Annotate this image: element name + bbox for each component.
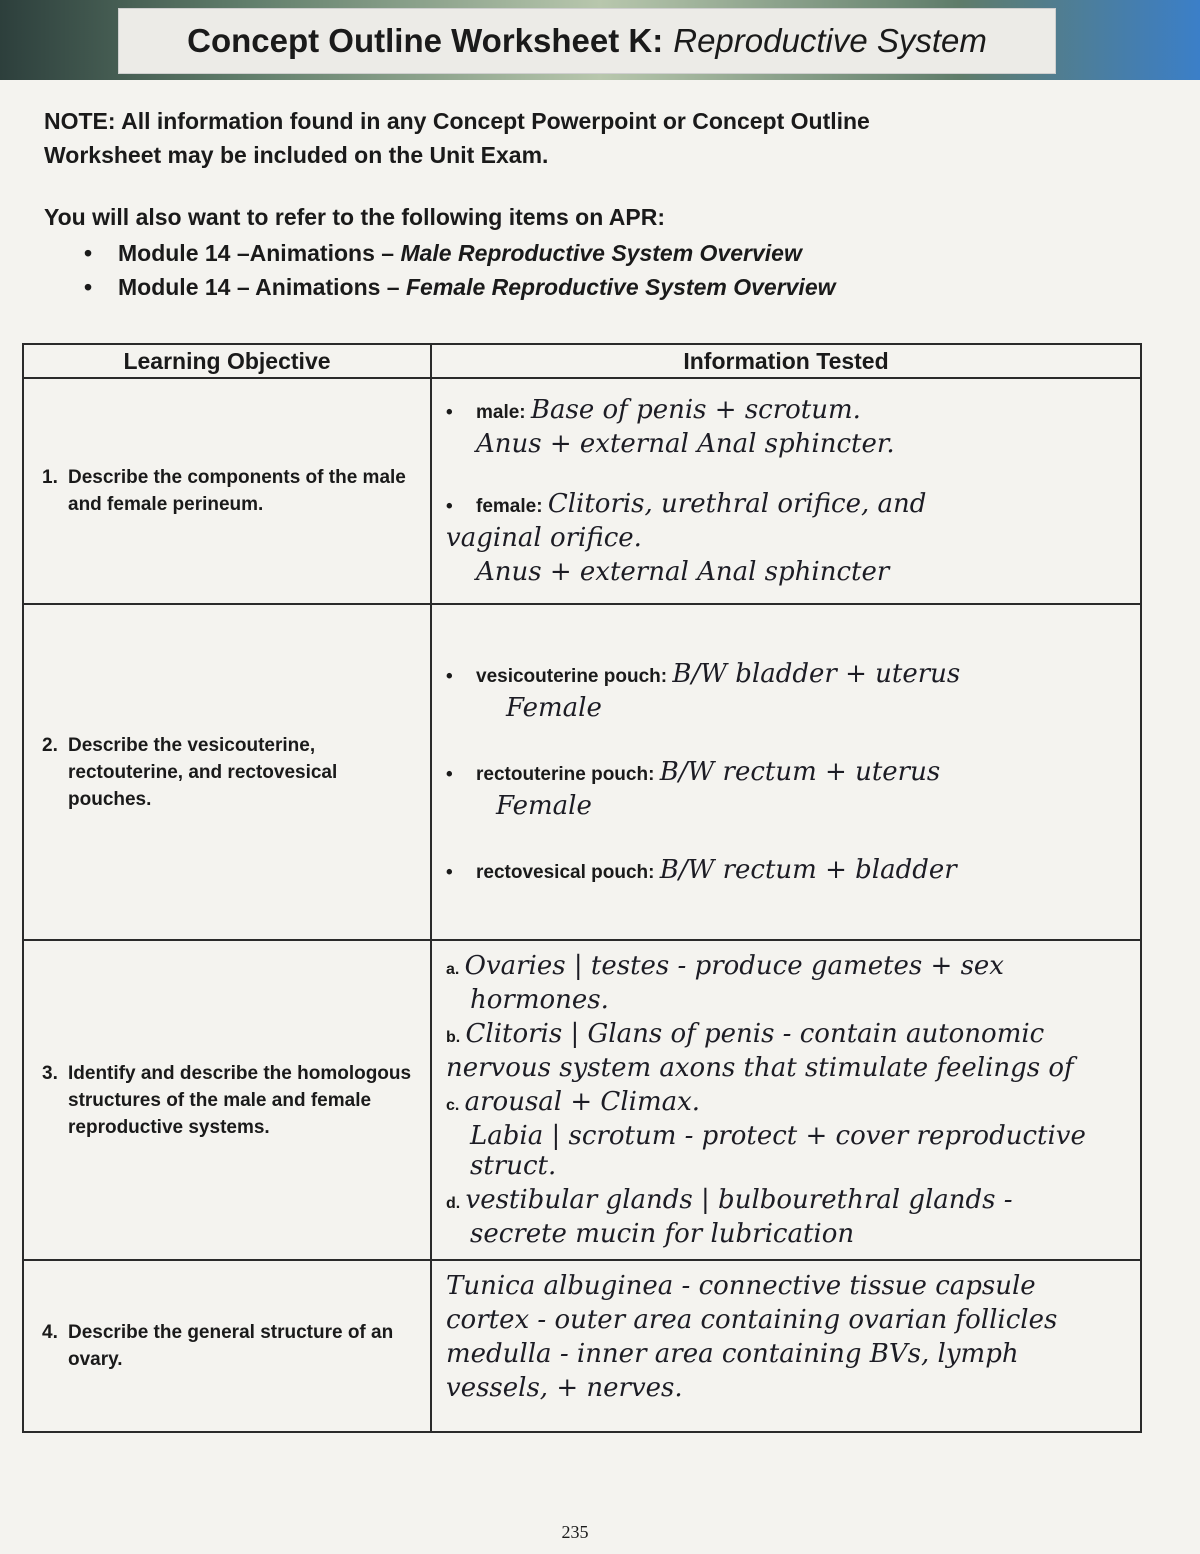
handwritten-answer: Tunica albuginea - connective tissue capsule bbox=[446, 1271, 1036, 1301]
note-line: Worksheet may be included on the Unit Exam. bbox=[44, 142, 549, 168]
refer-item-title: Male Reproductive System Overview bbox=[400, 240, 802, 266]
objective-cell bbox=[23, 940, 431, 1260]
page-number: 235 bbox=[561, 1522, 589, 1542]
handwritten-answer: Clitoris, urethral orifice, and bbox=[547, 489, 927, 519]
handwritten-answer: Female bbox=[496, 791, 592, 821]
objective-text: Describe the general structure of an ovary. bbox=[68, 1322, 394, 1370]
answer-label: rectovesical pouch: bbox=[476, 862, 655, 883]
handwritten-answer: medulla - inner area containing BVs, lymph bbox=[446, 1339, 1019, 1369]
answer-label: female: bbox=[476, 496, 543, 517]
handwritten-answer: Labia | scrotum - protect + cover reproductive struct. bbox=[470, 1121, 1086, 1181]
page-title bbox=[118, 8, 1056, 74]
objective-number: 2. bbox=[42, 734, 58, 756]
refer-list bbox=[44, 236, 1044, 304]
objective-cell bbox=[23, 378, 431, 604]
handwritten-answer: nervous system axons that stimulate feelings of bbox=[446, 1053, 1074, 1083]
answer-label: male: bbox=[476, 402, 526, 423]
info-cell bbox=[431, 378, 1141, 604]
objective-cell bbox=[23, 604, 431, 940]
objective-number: 4. bbox=[42, 1322, 58, 1343]
handwritten-answer: Anus + external Anal sphincter bbox=[476, 557, 890, 587]
table-row bbox=[23, 604, 1141, 940]
header-info: Information Tested bbox=[431, 344, 1141, 378]
objective-text: Identify and describe the homologous structures of the male and female reproductive systems. bbox=[68, 1062, 412, 1138]
refer-item bbox=[84, 270, 1044, 304]
handwritten-answer: arousal + Climax. bbox=[464, 1087, 701, 1117]
handwritten-answer: hormones. bbox=[470, 985, 609, 1015]
refer-item-prefix: Module 14 – Animations – bbox=[118, 274, 400, 300]
handwritten-answer: vestibular glands | bulbourethral glands - bbox=[465, 1185, 1013, 1215]
title-bold: Concept Outline Worksheet K: bbox=[187, 22, 664, 59]
table-row bbox=[23, 1260, 1141, 1432]
handwritten-answer: cortex - outer area containing ovarian follicles bbox=[446, 1305, 1058, 1335]
objective-number: 3. bbox=[42, 1062, 58, 1084]
objective-cell bbox=[23, 1260, 431, 1432]
info-cell bbox=[431, 940, 1141, 1260]
answer-label: vesicouterine pouch: bbox=[476, 666, 668, 687]
item-letter: b. bbox=[446, 1029, 461, 1046]
objective-text: Describe the vesicouterine, rectouterine, and rectovesical pouches. bbox=[68, 734, 338, 810]
objective-text: Describe the components of the male and female perineum. bbox=[68, 467, 406, 515]
table-row bbox=[23, 940, 1141, 1260]
handwritten-answer: vaginal orifice. bbox=[446, 523, 642, 553]
bullet-icon: • bbox=[446, 402, 453, 423]
handwritten-answer: secrete mucin for lubrication bbox=[470, 1219, 855, 1249]
handwritten-answer: Base of penis + scrotum. bbox=[530, 395, 861, 425]
refer-intro: You will also want to refer to the following items on APR: bbox=[44, 204, 666, 230]
objective-number: 1. bbox=[42, 467, 58, 488]
item-letter: c. bbox=[446, 1097, 460, 1114]
answer-label: rectouterine pouch: bbox=[476, 764, 655, 785]
worksheet-table bbox=[22, 343, 1142, 1433]
refer-item-prefix: Module 14 –Animations – bbox=[118, 240, 395, 266]
table-row bbox=[23, 378, 1141, 604]
bullet-icon: • bbox=[446, 862, 453, 883]
handwritten-answer: B/W rectum + uterus bbox=[659, 757, 941, 787]
refer-item-title: Female Reproductive System Overview bbox=[405, 274, 836, 300]
bullet-icon: • bbox=[446, 764, 453, 785]
item-letter: a. bbox=[446, 961, 460, 978]
refer-block bbox=[44, 200, 1044, 304]
handwritten-answer: Clitoris | Glans of penis - contain autonomic bbox=[465, 1019, 1045, 1049]
handwritten-answer: Ovaries | testes - produce gametes + sex bbox=[464, 951, 1004, 981]
table-header-row bbox=[23, 344, 1141, 378]
info-cell bbox=[431, 1260, 1141, 1432]
handwritten-answer: Female bbox=[506, 693, 602, 723]
handwritten-answer: vessels, + nerves. bbox=[446, 1373, 683, 1403]
note-block bbox=[44, 104, 1024, 172]
note-line: NOTE: All information found in any Concept Powerpoint or Concept Outline bbox=[44, 108, 870, 134]
item-letter: d. bbox=[446, 1195, 461, 1212]
bullet-icon: • bbox=[446, 496, 453, 517]
info-cell bbox=[431, 604, 1141, 940]
refer-item bbox=[84, 236, 1044, 270]
bullet-icon: • bbox=[84, 274, 93, 300]
bullet-icon: • bbox=[446, 666, 453, 687]
title-italic: Reproductive System bbox=[673, 22, 987, 59]
header-objective: Learning Objective bbox=[23, 344, 431, 378]
handwritten-answer: B/W rectum + bladder bbox=[659, 855, 957, 885]
handwritten-answer: Anus + external Anal sphincter. bbox=[476, 429, 895, 459]
handwritten-answer: B/W bladder + uterus bbox=[672, 659, 961, 689]
bullet-icon: • bbox=[84, 240, 93, 266]
